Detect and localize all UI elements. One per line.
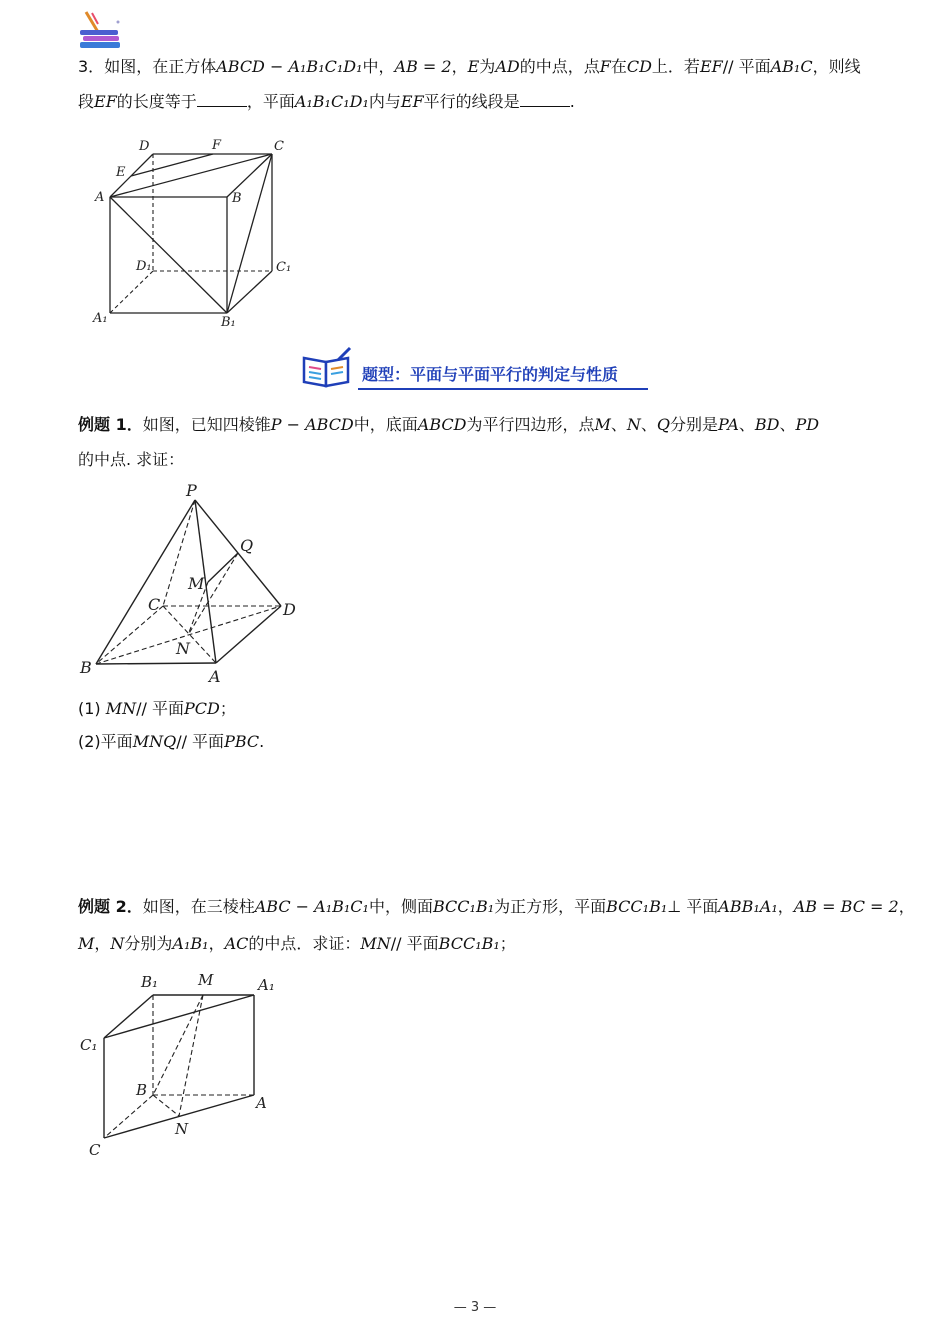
label-A1: A₁: [93, 311, 108, 326]
example-label: 例题 1．: [78, 415, 143, 434]
example1-q1: (1) MN// 平面PCD；: [78, 699, 236, 718]
example2-line2: M，N分别为A₁B₁，AC的中点．求证：MN// 平面BCC₁B₁；: [78, 934, 516, 953]
label-A: A: [95, 190, 105, 205]
label-B: B: [80, 658, 92, 677]
label-B: B: [136, 1081, 148, 1099]
label-P: P: [186, 481, 197, 500]
label-Q: Q: [240, 536, 254, 555]
label-D1: D₁: [136, 259, 152, 274]
answer-blank-2: [520, 105, 570, 107]
books-pencil-icon: [78, 10, 128, 50]
open-book-pen-icon: [300, 346, 356, 390]
label-C1: C₁: [276, 260, 292, 275]
section-underline: [358, 388, 648, 390]
label-C: C: [274, 139, 284, 154]
cube-figure: [85, 130, 305, 335]
example1-q2: (2)平面MNQ// 平面PBC.: [78, 732, 265, 751]
label-N: N: [175, 1120, 189, 1138]
label-A1: A₁: [258, 976, 275, 994]
label-D: D: [139, 139, 150, 154]
header-logo: [78, 10, 128, 50]
label-C: C: [89, 1141, 101, 1159]
label-C: C: [148, 595, 161, 614]
section-banner: [300, 344, 652, 394]
label-A: A: [209, 667, 221, 686]
label-A: A: [256, 1094, 267, 1112]
label-B1: B₁: [221, 315, 236, 330]
label-B: B: [232, 191, 242, 206]
problem3-line2: 段EF的长度等于 ，平面A₁B₁C₁D₁内与EF平行的线段是 .: [78, 92, 575, 111]
label-F: F: [212, 138, 222, 153]
section-title: 题型：平面与平面平行的判定与性质: [362, 365, 619, 384]
example1-line2: 的中点. 求证：: [78, 450, 185, 469]
example1-line1: 例题 1．如图，已知四棱锥P − ABCD中，底面ABCD为平行四边形，点M、N、Q分别是PA、BD、PD: [78, 415, 820, 434]
example-label: 例题 2．: [78, 897, 143, 916]
page-number: — 3 —: [453, 1300, 497, 1315]
label-M: M: [198, 971, 214, 989]
pyramid-figure: [78, 480, 308, 690]
label-C1: C₁: [80, 1036, 98, 1054]
label-N: N: [176, 639, 190, 658]
label-B1: B₁: [141, 973, 159, 991]
label-D: D: [283, 600, 296, 619]
answer-blank-1: [197, 105, 247, 107]
prism-figure: [78, 968, 288, 1163]
problem3-line1: 3．如图，在正方体ABCD − A₁B₁C₁D₁中，AB = 2，E为AD的中点，点F在CD上．若EF// 平面AB₁C，则线: [78, 57, 861, 76]
example2-line1: 例题 2．如图，在三棱柱ABC − A₁B₁C₁中，侧面BCC₁B₁为正方形，平面BCC₁B₁⊥ 平面ABB₁A₁，AB = BC = 2，: [78, 897, 915, 916]
label-M: M: [188, 574, 205, 593]
label-E: E: [116, 165, 126, 180]
problem-number: 3．: [78, 57, 105, 76]
